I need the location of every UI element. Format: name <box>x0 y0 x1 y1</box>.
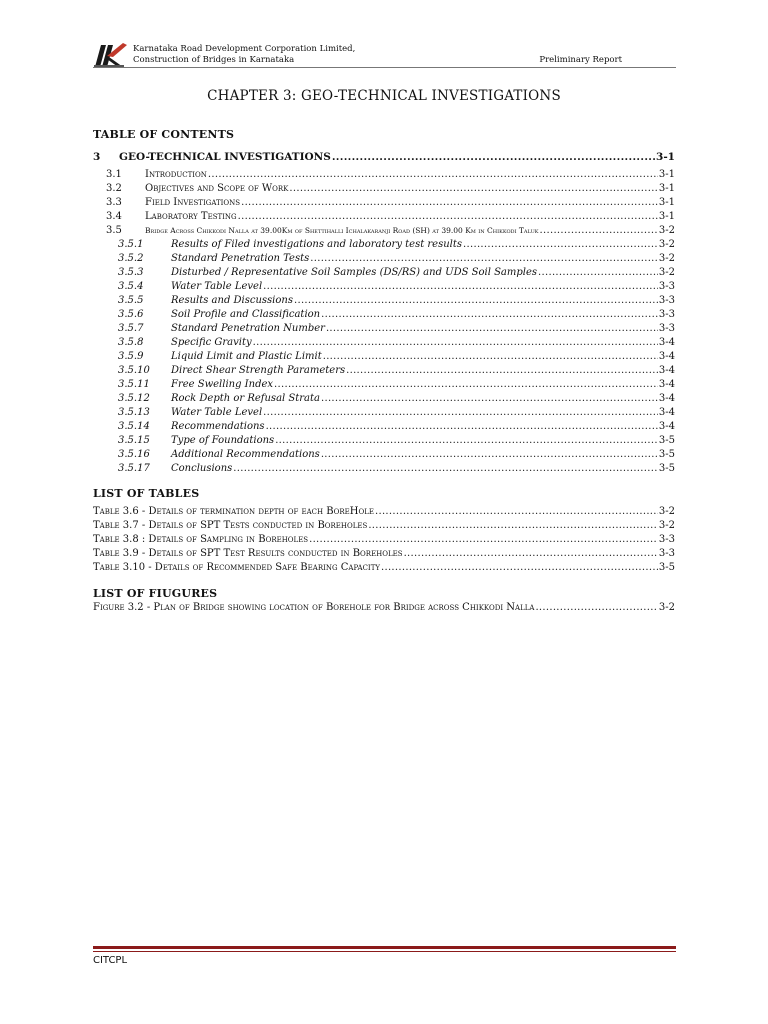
entry-number: 3.2 <box>106 183 122 194</box>
toc-entry[interactable] <box>0 601 768 615</box>
dot-leader <box>404 547 658 561</box>
footer-company: CITCPL <box>93 955 128 966</box>
tables-heading: LIST OF TABLES <box>93 487 200 500</box>
toc-entry[interactable] <box>0 210 768 224</box>
dot-leader <box>238 210 658 224</box>
entry-number: 3.5.7 <box>118 323 144 334</box>
entry-title: Laboratory Testing <box>145 211 237 222</box>
entry-page-number: 3-2 <box>658 253 675 264</box>
entry-title: Specific Gravity <box>171 337 252 348</box>
toc-entry[interactable] <box>0 336 768 350</box>
entry-page-number: 3-1 <box>658 183 675 194</box>
toc-entry[interactable] <box>0 519 768 533</box>
dot-leader <box>294 294 658 308</box>
entry-page-number: 3-1 <box>656 151 675 163</box>
toc-entry[interactable] <box>0 294 768 308</box>
entry-page-number: 3-1 <box>658 211 675 222</box>
entry-title: Table 3.9 - Details of SPT Test Results conducted in Boreholes <box>93 548 403 559</box>
entry-page-number: 3-4 <box>658 379 675 390</box>
toc-entry[interactable] <box>0 150 768 164</box>
dot-leader <box>332 150 655 164</box>
dot-leader <box>540 224 658 238</box>
entry-title: Results of Filed investigations and laboratory test results <box>171 239 463 250</box>
dot-leader <box>375 505 658 519</box>
dot-leader <box>368 519 658 533</box>
dot-leader <box>241 196 658 210</box>
entry-number: 3.5.2 <box>118 253 144 264</box>
entry-page-number: 3-1 <box>658 169 675 180</box>
entry-title: GEO-TECHNICAL INVESTIGATIONS <box>119 151 331 163</box>
toc-entry[interactable] <box>0 420 768 434</box>
dot-leader <box>253 336 658 350</box>
entry-page-number: 3-5 <box>658 463 675 474</box>
entry-page-number: 3-4 <box>658 407 675 418</box>
dot-leader <box>263 280 658 294</box>
entry-page-number: 3-4 <box>658 365 675 376</box>
toc-entry[interactable] <box>0 238 768 252</box>
dot-leader <box>321 308 658 322</box>
entry-page-number: 3-2 <box>658 225 675 236</box>
toc-entry[interactable] <box>0 280 768 294</box>
entry-title: Disturbed / Representative Soil Samples (DS/RS) and UDS Soil Samples <box>171 267 538 278</box>
entry-number: 3.5.17 <box>118 463 150 474</box>
dot-leader <box>208 168 658 182</box>
entry-title: Table 3.10 - Details of Recommended Safe Bearing Capacity <box>93 562 380 573</box>
entry-title: Standard Penetration Tests <box>171 253 310 264</box>
dot-leader <box>321 448 658 462</box>
entry-number: 3.5.14 <box>118 421 150 432</box>
entry-number: 3.5.6 <box>118 309 144 320</box>
entry-page-number: 3-4 <box>658 337 675 348</box>
entry-number: 3.5.11 <box>118 379 150 390</box>
toc-entry[interactable] <box>0 322 768 336</box>
entry-title: Recommendations <box>171 421 265 432</box>
entry-title: Objectives and Scope of Work <box>145 183 289 194</box>
krdcl-logo-icon <box>93 41 129 69</box>
entry-number: 3.5.9 <box>118 351 144 362</box>
entry-number: 3.4 <box>106 211 122 222</box>
entry-page-number: 3-2 <box>658 239 675 250</box>
entry-page-number: 3-4 <box>658 393 675 404</box>
entry-number: 3.1 <box>106 169 122 180</box>
dot-leader <box>266 420 658 434</box>
dot-leader <box>309 533 658 547</box>
entry-title: Introduction <box>145 169 207 180</box>
toc-entry[interactable] <box>0 547 768 561</box>
entry-title: Free Swelling Index <box>171 379 274 390</box>
dot-leader <box>321 392 658 406</box>
entry-number: 3.5.4 <box>118 281 144 292</box>
toc-entry[interactable] <box>0 462 768 476</box>
chapter-title: CHAPTER 3: GEO-TECHNICAL INVESTIGATIONS <box>207 88 561 104</box>
entry-page-number: 3-5 <box>658 562 675 573</box>
entry-title: Table 3.6 - Details of termination depth of each BoreHole <box>93 506 374 517</box>
toc-entry[interactable] <box>0 505 768 519</box>
entry-page-number: 3-4 <box>658 351 675 362</box>
dot-leader <box>538 266 658 280</box>
entry-page-number: 3-3 <box>658 281 675 292</box>
entry-title: Bridge Across Chikkodi Nalla at 39.00Km of Shettihalli Ichalakaranji Road (SH) at 39.00 Km in Chikkodi Taluk <box>145 226 539 235</box>
entry-title: Table 3.7 - Details of SPT Tests conducted in Boreholes <box>93 520 368 531</box>
toc-entry[interactable] <box>0 392 768 406</box>
entry-page-number: 3-3 <box>658 323 675 334</box>
entry-page-number: 3-3 <box>658 548 675 559</box>
toc-entry[interactable] <box>0 168 768 182</box>
toc-entry[interactable] <box>0 224 768 238</box>
entry-number: 3.5.12 <box>118 393 150 404</box>
dot-leader <box>381 561 658 575</box>
entry-title: Additional Recommendations <box>171 449 320 460</box>
dot-leader <box>275 434 658 448</box>
entry-title: Rock Depth or Refusal Strata <box>171 393 320 404</box>
entry-title: Table 3.8 : Details of Sampling in Boreholes <box>93 534 309 545</box>
header-org-name: Karnataka Road Development Corporation Limited, <box>133 44 356 54</box>
toc-entry[interactable] <box>0 378 768 392</box>
figures-heading: LIST OF FIUGURES <box>93 587 218 600</box>
entry-number: 3.5.16 <box>118 449 150 460</box>
dot-leader <box>289 182 657 196</box>
entry-page-number: 3-5 <box>658 435 675 446</box>
header-project-name: Construction of Bridges in Karnataka <box>133 55 295 65</box>
footer-divider-thick <box>93 946 676 949</box>
dot-leader <box>463 238 658 252</box>
entry-number: 3.5.3 <box>118 267 144 278</box>
entry-number: 3.5.1 <box>118 239 144 250</box>
entry-title: Conclusions <box>171 463 233 474</box>
footer-divider-thin <box>93 951 676 952</box>
entry-title: Liquid Limit and Plastic Limit <box>171 351 322 362</box>
header-divider <box>93 67 676 68</box>
toc-entry[interactable] <box>0 448 768 462</box>
entry-page-number: 3-2 <box>658 602 675 613</box>
entry-page-number: 3-1 <box>658 197 675 208</box>
entry-page-number: 3-2 <box>658 520 675 531</box>
entry-number: 3.5.10 <box>118 365 150 376</box>
toc-entry[interactable] <box>0 266 768 280</box>
entry-page-number: 3-2 <box>658 267 675 278</box>
entry-title: Direct Shear Strength Parameters <box>171 365 346 376</box>
entry-title: Type of Foundations <box>171 435 275 446</box>
dot-leader <box>346 364 658 378</box>
toc-heading: TABLE OF CONTENTS <box>93 128 235 141</box>
entry-page-number: 3-3 <box>658 295 675 306</box>
toc-entry[interactable] <box>0 406 768 420</box>
entry-title: Field Investigations <box>145 197 241 208</box>
toc-entry[interactable] <box>0 350 768 364</box>
entry-title: Results and Discussions <box>171 295 293 306</box>
entry-number: 3.3 <box>106 197 122 208</box>
entry-title: Water Table Level <box>171 407 263 418</box>
toc-entry[interactable] <box>0 434 768 448</box>
entry-page-number: 3-3 <box>658 534 675 545</box>
entry-number: 3.5.15 <box>118 435 150 446</box>
entry-title: Soil Profile and Classification <box>171 309 321 320</box>
entry-number: 3.5.5 <box>118 295 144 306</box>
entry-number: 3.5 <box>106 225 122 236</box>
dot-leader <box>323 350 658 364</box>
toc-entry[interactable] <box>0 308 768 322</box>
toc-entry[interactable] <box>0 182 768 196</box>
dot-leader <box>326 322 658 336</box>
toc-entry[interactable] <box>0 561 768 575</box>
dot-leader <box>274 378 658 392</box>
entry-title: Standard Penetration Number <box>171 323 325 334</box>
dot-leader <box>310 252 658 266</box>
entry-number: 3 <box>93 151 101 163</box>
dot-leader <box>535 601 657 615</box>
entry-page-number: 3-4 <box>658 421 675 432</box>
toc-entry[interactable] <box>0 364 768 378</box>
entry-page-number: 3-5 <box>658 449 675 460</box>
entry-page-number: 3-3 <box>658 309 675 320</box>
entry-page-number: 3-2 <box>658 506 675 517</box>
toc-entry[interactable] <box>0 533 768 547</box>
entry-number: 3.5.13 <box>118 407 150 418</box>
toc-entry[interactable] <box>0 252 768 266</box>
toc-entry[interactable] <box>0 196 768 210</box>
entry-number: 3.5.8 <box>118 337 144 348</box>
header-report-type: Preliminary Report <box>539 55 622 65</box>
entry-title: Water Table Level <box>171 281 263 292</box>
dot-leader <box>263 406 658 420</box>
entry-title: Figure 3.2 - Plan of Bridge showing location of Borehole for Bridge across Chikkodi Nalla <box>93 602 535 613</box>
dot-leader <box>233 462 658 476</box>
